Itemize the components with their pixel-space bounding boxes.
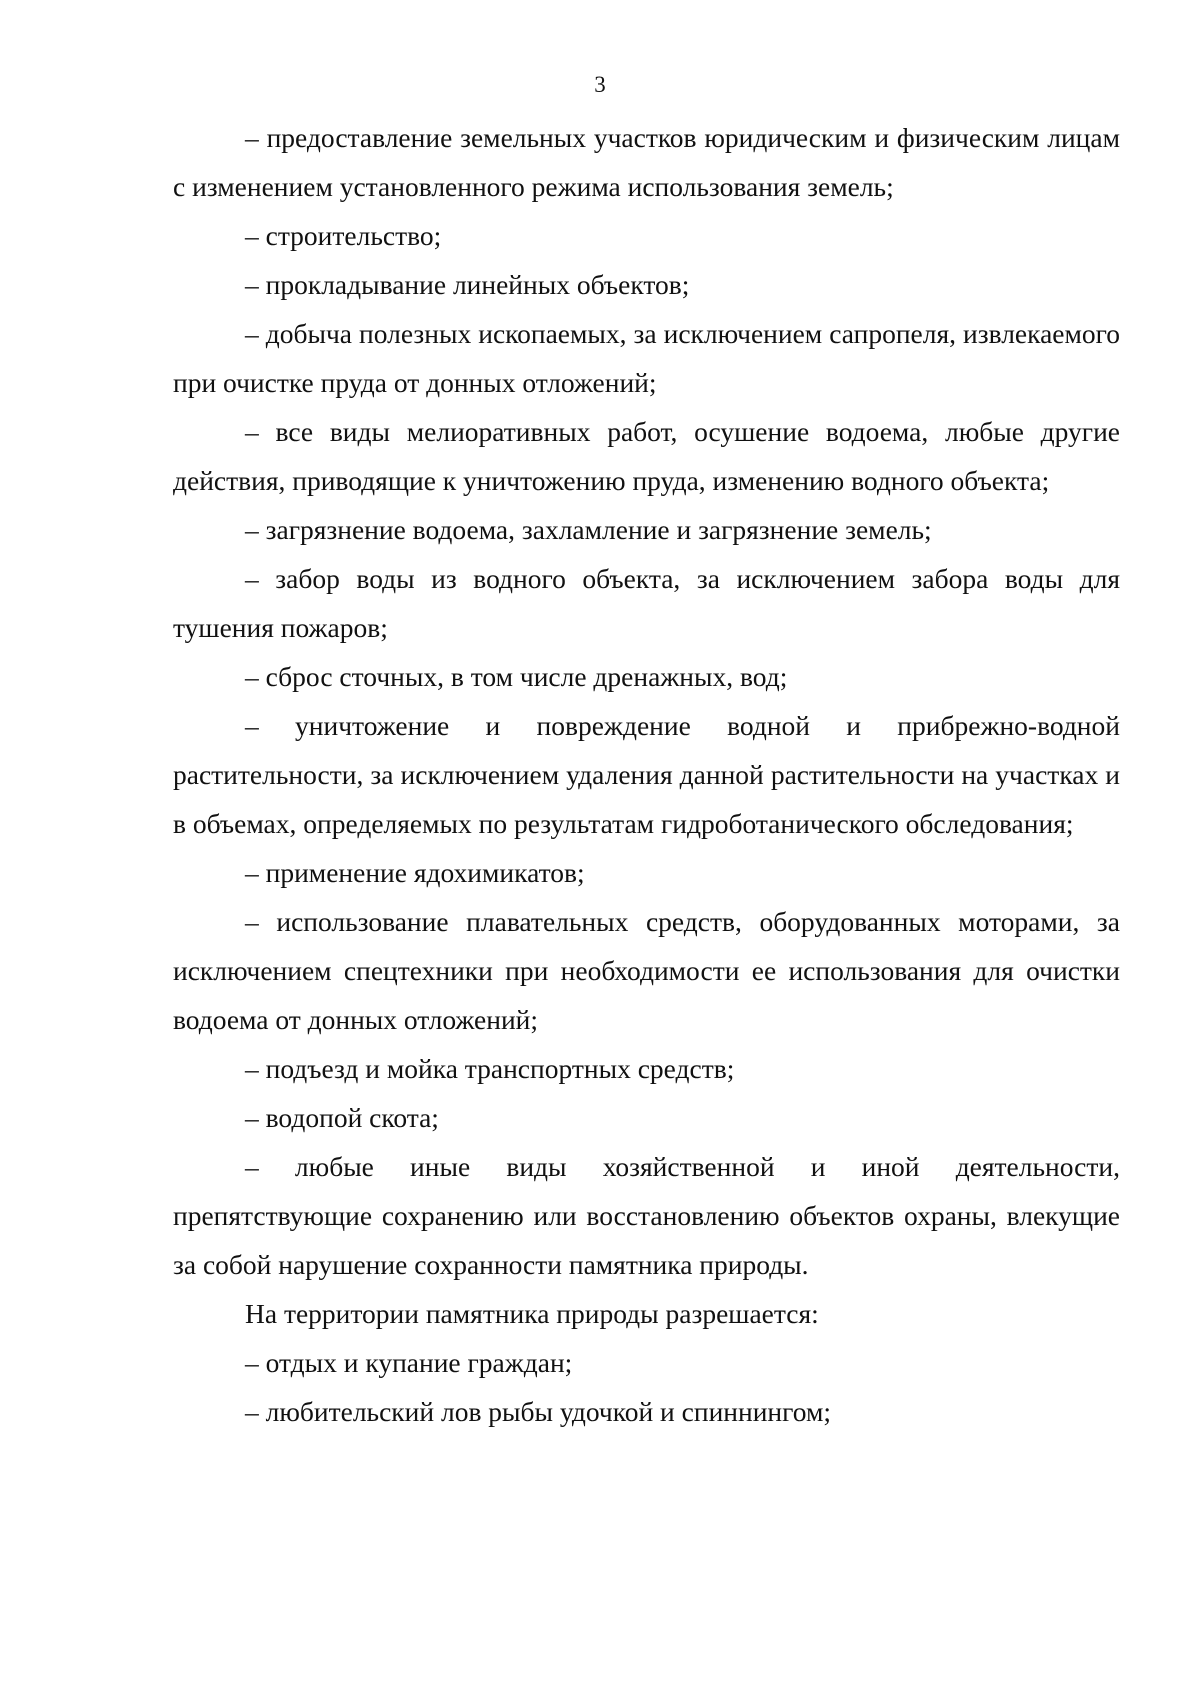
list-item-vegetation: – уничтожение и повреждение водной и прибрежно-водной растительности, за исключением удаления данной растительности на участках и в объемах, определяемых по результатам гидроботанического обследования; — [173, 710, 1120, 839]
list-item-fishing: – любительский лов рыбы удочкой и спиннингом; — [245, 1396, 832, 1427]
list-item-motor-boats: – использование плавательных средств, оборудованных моторами, за исключением спецтехники при необходимости ее использования для очистки водоема от донных отложений; — [173, 906, 1120, 1035]
list-item-mining: – добыча полезных ископаемых, за исключением сапропеля, извлекаемого при очистке пруда от донных отложений; — [173, 318, 1120, 398]
list-item-construction: – строительство; — [245, 220, 442, 251]
document-body — [173, 113, 1120, 1436]
list-item-land-provision: – предоставление земельных участков юридическим и физическим лицам с изменением установленного режима использования земель; — [173, 122, 1120, 202]
list-item-vehicle-washing: – подъезд и мойка транспортных средств; — [245, 1053, 735, 1084]
list-item-recreation: – отдых и купание граждан; — [245, 1347, 573, 1378]
list-item-linear-objects: – прокладывание линейных объектов; — [245, 269, 690, 300]
list-item-livestock-watering: – водопой скота; — [245, 1102, 439, 1133]
list-item-other-activities: – любые иные виды хозяйственной и иной деятельности, препятствующие сохранению или восстановлению объектов охраны, влекущие за собой нарушение сохранности памятника природы. — [173, 1151, 1120, 1280]
page-number: 3 — [594, 72, 606, 97]
list-item-wastewater: – сброс сточных, в том числе дренажных, вод; — [245, 661, 788, 692]
list-item-pesticides: – применение ядохимикатов; — [245, 857, 585, 888]
permitted-heading: На территории памятника природы разрешается: — [245, 1298, 819, 1329]
list-item-water-intake: – забор воды из водного объекта, за исключением забора воды для тушения пожаров; — [173, 563, 1120, 643]
list-item-pollution: – загрязнение водоема, захламление и загрязнение земель; — [245, 514, 932, 545]
list-item-reclamation: – все виды мелиоративных работ, осушение водоема, любые другие действия, приводящие к уничтожению пруда, изменению водного объекта; — [173, 416, 1120, 496]
